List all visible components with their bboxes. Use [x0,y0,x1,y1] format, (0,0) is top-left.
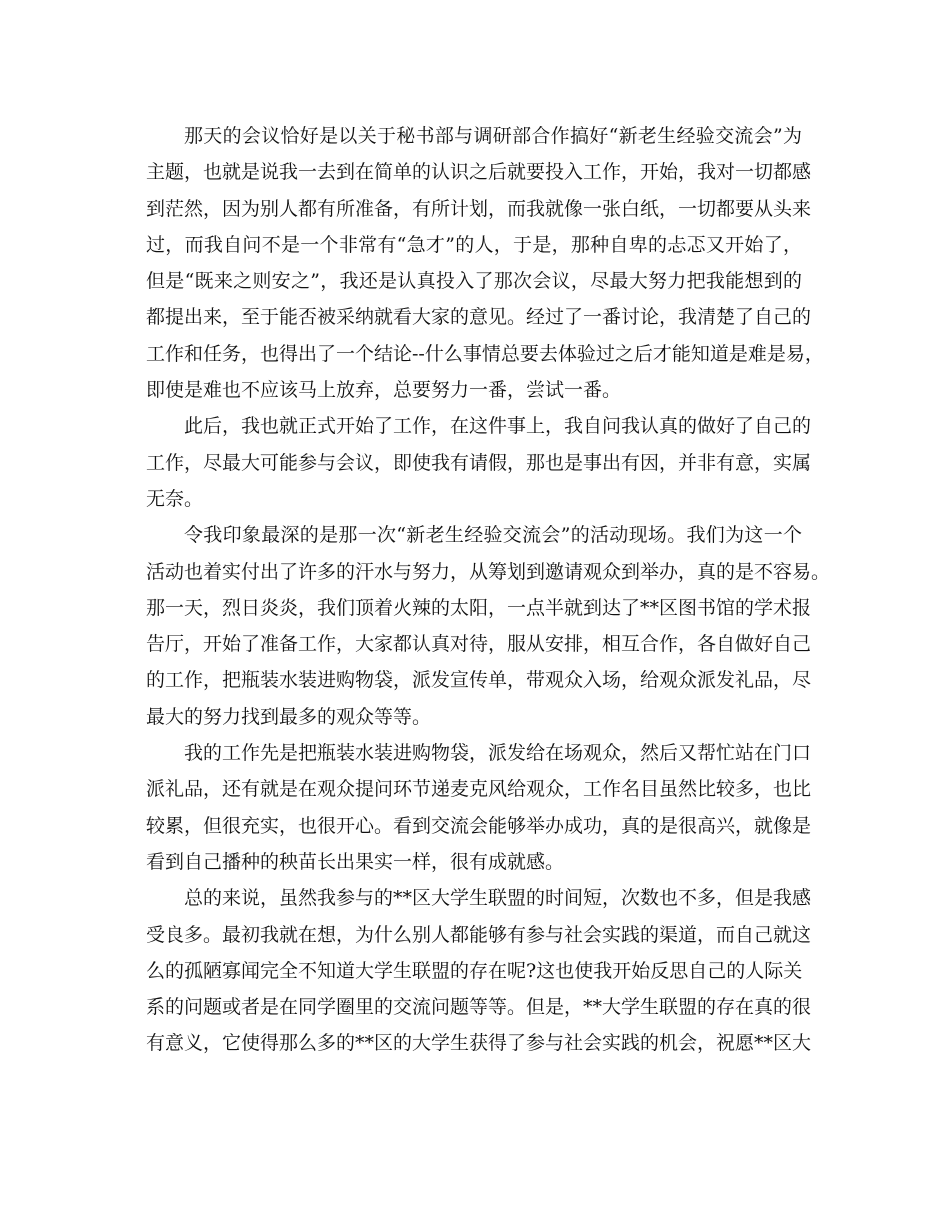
text-line: 告厅，开始了准备工作，大家都认真对待，服从安排，相互合作，各自做好自己 [146,633,812,656]
text-line: 系的问题或者是在同学圈里的交流问题等等。但是，**大学生联盟的存在真的很 [146,996,812,1019]
text-line: 到茫然，因为别人都有所准备，有所计划，而我就像一张白纸，一切都要从头来 [146,197,812,220]
text-line: 么的孤陋寡闻完全不知道大学生联盟的存在呢?这也使我开始反思自己的人际关 [146,959,803,982]
text-line: 令我印象最深的是那一次“新老生经验交流会”的活动现场。我们为这一个 [184,524,802,547]
paragraph-2 [146,408,812,517]
text-line: 那天的会议恰好是以关于秘书部与调研部合作搞好“新老生经验交流会”为 [184,125,802,147]
text-line: 最大的努力找到最多的观众等等。 [146,705,432,728]
paragraph-3 [146,517,831,735]
text-line: 此后，我也就正式开始了工作，在这件事上，我自问我认真的做好了自己的 [184,415,812,438]
text-line: 都提出来，至于能否被采纳就看大家的意见。经过了一番讨论，我清楚了自己的 [146,306,812,329]
text-line: 主题，也就是说我一去到在简单的认识之后就要投入工作，开始，我对一切都感 [146,161,812,184]
text-line: 工作和任务，也得出了一个结论--什么事情总要去体验过之后才能知道是难是易， [146,342,824,365]
text-line: 即使是难也不应该马上放弃，总要努力一番，尝试一番。 [146,379,622,402]
text-line: 看到自己播种的秧苗长出果实一样，很有成就感。 [146,850,565,873]
paragraph-5 [146,880,812,1061]
paragraph-4 [146,735,812,880]
text-line: 受良多。最初我就在想，为什么别人都能够有参与社会实践的渠道，而自己就这 [146,923,812,946]
text-line: 有意义，它使得那么多的**区的大学生获得了参与社会实践的机会，祝愿**区大 [146,1032,812,1055]
text-line: 那一天，烈日炎炎，我们顶着火辣的太阳，一点半就到达了**区图书馆的学术报 [146,596,812,619]
text-line: 过，而我自问不是一个非常有“急才”的人，于是，那种自卑的忐忑又开始了， [146,233,802,256]
text-line: 我的工作先是把瓶装水装进购物袋，派发给在场观众，然后又帮忙站在门口 [184,742,812,765]
text-line: 较累，但很充实，也很开心。看到交流会能够举办成功，真的是很高兴，就像是 [146,814,812,837]
text-line: 派礼品，还有就是在观众提问环节递麦克风给观众，工作名目虽然比较多，也比 [146,778,812,801]
text-line: 无奈。 [146,487,204,510]
text-line: 但是“既来之则安之”，我还是认真投入了那次会议，尽最大努力把我能想到的 [146,270,802,293]
text-line: 活动也着实付出了许多的汗水与努力，从筹划到邀请观众到举办，真的是不容易。 [146,560,831,583]
text-line: 的工作，把瓶装水装进购物袋，派发宣传单，带观众入场，给观众派发礼品，尽 [146,669,812,692]
text-line: 总的来说，虽然我参与的**区大学生联盟的时间短，次数也不多，但是我感 [184,887,812,910]
paragraph-1 [146,118,824,408]
text-line: 工作，尽最大可能参与会议，即使我有请假，那也是事出有因，并非有意，实属 [146,451,812,474]
document-body [146,118,831,1062]
